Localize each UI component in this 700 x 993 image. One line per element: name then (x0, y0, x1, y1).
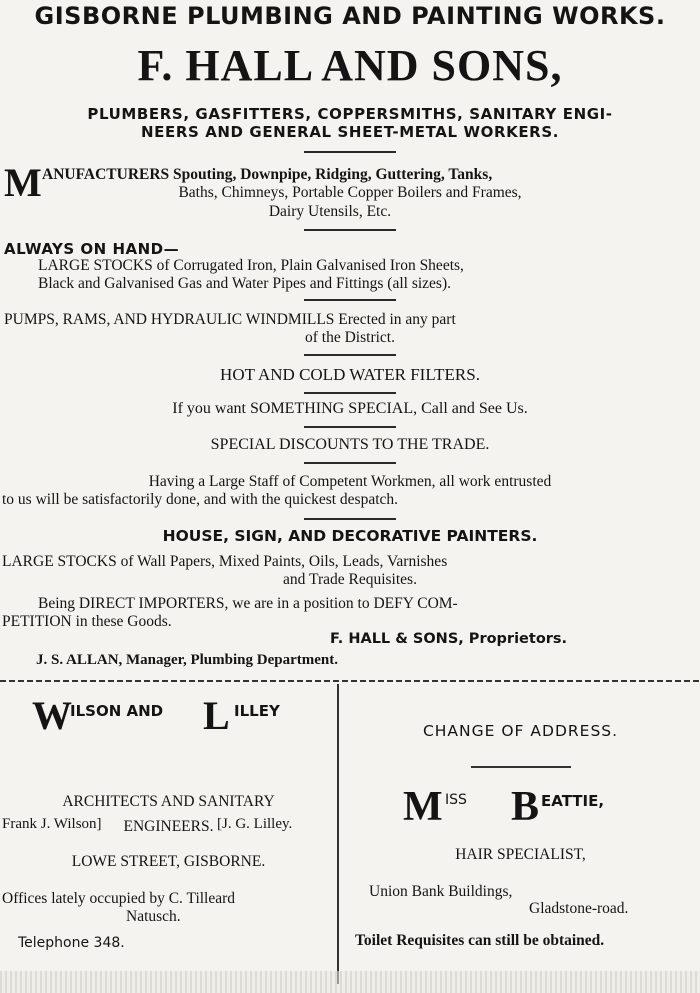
always-line-1: LARGE STOCKS of Corrugated Iron, Plain Galvanised Iron Sheets, (38, 257, 464, 274)
divider-4 (0, 354, 700, 356)
drop-cap-m-beattie: M (403, 784, 443, 830)
engineers-line: ENGINEERS. (123, 818, 214, 835)
hair-specialist-line: HAIR SPECIALIST, (455, 846, 586, 863)
heading-miss: ISS (445, 792, 467, 808)
divider-5 (0, 392, 700, 394)
heading-beattie: EATTIE, (541, 792, 605, 810)
drop-cap-b: B (511, 784, 540, 830)
paper-edge-texture (0, 971, 700, 993)
miss-beattie-heading (341, 786, 700, 836)
water-filters: HOT AND COLD WATER FILTERS. (220, 365, 480, 384)
drop-cap-l: L (203, 693, 230, 738)
drop-cap-m: M (4, 160, 42, 205)
proprietors-line: F. HALL & SONS, Proprietors. (330, 631, 568, 647)
manager-line: J. S. ALLAN, Manager, Plumbing Department. (36, 652, 338, 668)
divider-3 (0, 299, 700, 301)
special-line: If you want SOMETHING SPECIAL, Call and See Us. (172, 400, 528, 417)
staff-line-2: to us will be satisfactorily done, and with the quickest despatch. (2, 491, 399, 508)
painters-line-2: and Trade Requisites. (283, 571, 417, 588)
pumps-line-2: of the District. (305, 329, 395, 346)
manufacturers-line-1: ANUFACTURERS Spouting, Downpipe, Ridging, Guttering, Tanks, (42, 166, 493, 183)
drop-cap-w: W (32, 693, 72, 738)
divider-1 (0, 151, 700, 153)
painters-line-3: Being DIRECT IMPORTERS, we are in a position to DEFY COM- (38, 595, 458, 612)
partner-wilson: Frank J. Wilson] (2, 816, 102, 832)
telephone-line: Telephone 348. (18, 935, 125, 951)
change-of-address-heading: CHANGE OF ADDRESS. (422, 722, 619, 740)
divider-8 (0, 518, 700, 520)
offices-line-2: Natusch. (126, 908, 181, 925)
divider-6 (0, 426, 700, 428)
painters-heading: HOUSE, SIGN, AND DECORATIVE PAINTERS. (162, 527, 538, 545)
offices-line-1: Offices lately occupied by C. Tilleard (2, 890, 236, 907)
heading-lilley: ILLEY (234, 702, 280, 720)
firm-name: F. HALL AND SONS, (137, 41, 563, 90)
manufacturers-line-3: Dairy Utensils, Etc. (268, 203, 392, 220)
discounts-line: SPECIAL DISCOUNTS TO THE TRADE. (210, 436, 490, 453)
wilson-lilley-heading (0, 690, 337, 746)
ad-title: GISBORNE PLUMBING AND PAINTING WORKS. (34, 2, 666, 30)
architects-line: ARCHITECTS AND SANITARY (62, 793, 275, 810)
heading-wilson: ILSON AND (70, 702, 164, 720)
toilet-requisites-note: Toilet Requisites can still be obtained. (355, 932, 605, 949)
manufacturers-section (0, 160, 700, 223)
painters-line-4: PETITION in these Goods. (2, 613, 172, 630)
wilson-lilley-ad (0, 690, 337, 951)
partner-lilley: [J. G. Lilley. (217, 816, 293, 832)
address-line-1: Union Bank Buildings, (369, 883, 513, 900)
address-line: LOWE STREET, GISBORNE. (71, 853, 266, 870)
trades-line-2: NEERS AND GENERAL SHEET-METAL WORKERS. (140, 123, 560, 141)
always-heading: ALWAYS ON HAND— (4, 240, 180, 258)
pumps-line-1: PUMPS, RAMS, AND HYDRAULIC WINDMILLS Erected in any part (4, 311, 456, 328)
divider-7 (0, 462, 700, 464)
staff-line-1: Having a Large Staff of Competent Workmen, all work entrusted (148, 473, 552, 490)
right-divider (471, 766, 571, 768)
divider-2 (0, 229, 700, 231)
manufacturers-line-2: Baths, Chimneys, Portable Copper Boilers and Frames, (178, 184, 522, 201)
address-line-2: Gladstone-road. (529, 900, 629, 917)
column-separator-horizontal (0, 680, 700, 682)
column-separator-vertical (337, 684, 339, 984)
trades-line-1: PLUMBERS, GASFITTERS, COPPERSMITHS, SANITARY ENGI- (87, 105, 613, 123)
always-line-2: Black and Galvanised Gas and Water Pipes and Fittings (all sizes). (38, 275, 451, 292)
painters-line-1: LARGE STOCKS of Wall Papers, Mixed Paints, Oils, Leads, Varnishes (2, 553, 448, 570)
